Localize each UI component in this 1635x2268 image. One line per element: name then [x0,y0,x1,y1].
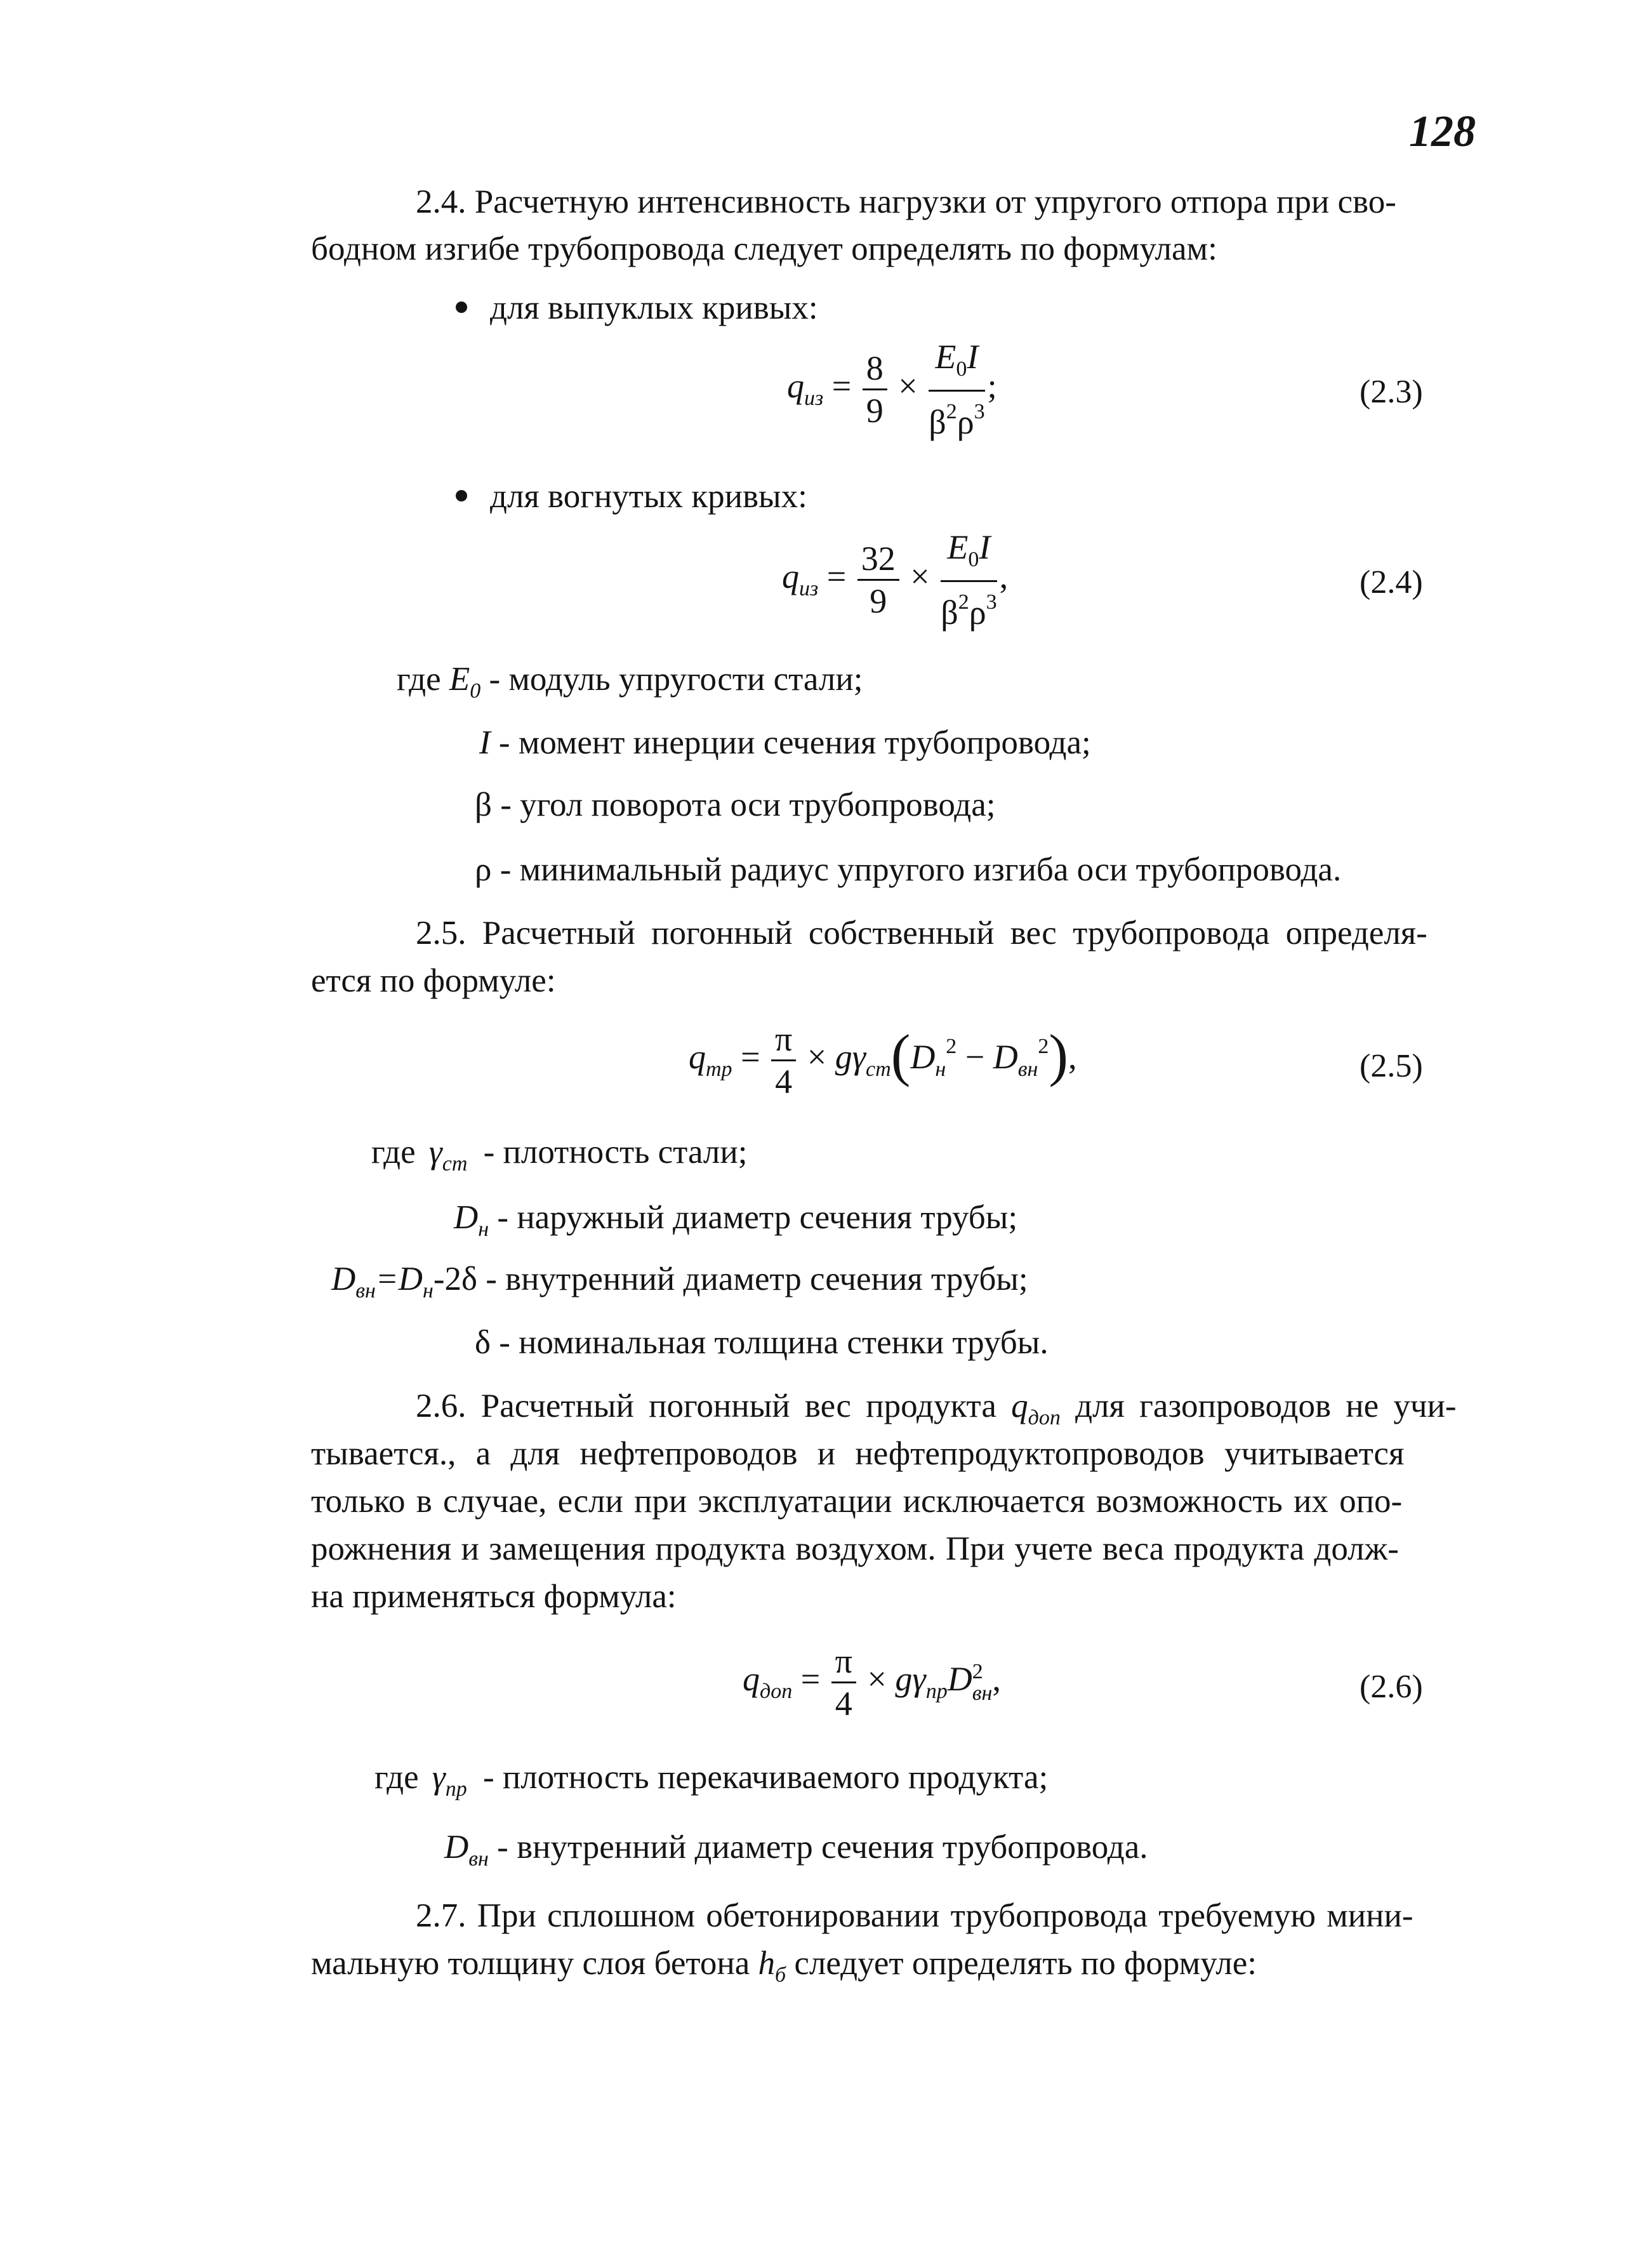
def-dash: - [499,1324,510,1361]
eq24-i: I [979,528,991,566]
def-gamma-sub: ст [442,1152,468,1176]
eq23-punct: ; [987,366,997,405]
eq26-g-sub: пр [925,1679,948,1703]
eq24-number: (2.4) [1360,564,1423,600]
def-dash: - [497,1199,509,1236]
eq23-number: (2.3) [1360,374,1423,410]
equation-2-4 [782,527,1008,633]
equation-2-3 [787,336,997,442]
eq24-punct: , [999,557,1009,595]
eq25-g-gamma: gγ [835,1037,866,1076]
def-delta [475,1323,1049,1362]
eq26-den: 4 [835,1685,852,1723]
eq25-open-paren: ( [890,1022,911,1087]
eq23-frac2 [929,336,984,442]
def-rho-text: минимальный радиус упругого изгиба оси трубопровода. [519,851,1342,888]
eq23-rho: ρ [957,403,974,441]
eq26-number: (2.6) [1360,1669,1423,1705]
p26-line1-a: 2.6. Расчетный погонный вес продукта [416,1388,996,1424]
eq26-equals: = [800,1659,821,1698]
eq26-d: D [947,1659,972,1698]
def-dvn [331,1260,1028,1303]
eq24-e: E [947,528,969,566]
eq25-punct: , [1068,1037,1077,1076]
def-dvn-sub: вн [355,1279,376,1303]
def-gamma-pr [374,1758,1048,1801]
p27-line2 [311,1944,1257,1987]
def-dash: - [500,851,512,888]
p27-sym: h [758,1945,775,1982]
def-where: где [374,1759,419,1796]
eq24-den2 [941,582,996,633]
def-dvn-sym: D [331,1261,356,1297]
eq25-d1: D [910,1037,936,1076]
def-beta-sym: β [475,786,492,823]
def-delta-text: номинальная толщина стенки трубы. [519,1324,1049,1361]
eq25-lhs-sub: тр [706,1057,732,1081]
def-dash: - [482,1759,494,1796]
eq25-number: (2.5) [1360,1048,1423,1084]
def-rho-sym: ρ [475,851,492,888]
def-gamma-pr-sub: пр [445,1777,467,1801]
eq26-times: × [867,1659,887,1698]
def-delta-sym: δ [475,1324,491,1361]
eq26-g-gamma: gγ [895,1659,926,1698]
eq23-num1: 8 [863,348,887,390]
def-rho [475,851,1341,889]
eq25-equals: = [741,1037,760,1076]
p26-line1-b: для газопроводов не учи- [1075,1388,1457,1424]
p26-line4: рожнения и замещения продукта воздухом. При учете веса продукта долж- [311,1530,1399,1567]
def-gamma-pr-sym: γ [432,1759,446,1796]
def-i-sym: I [479,724,491,761]
bullet-dot-icon [456,302,467,313]
p25-line1: 2.5. Расчетный погонный собственный вес трубопровода определя- [416,915,1427,952]
bullet-convex-label: для выпуклых кривых: [490,289,818,326]
eq26-num: π [831,1641,856,1683]
eq23-lhs-sub: из [804,386,824,410]
bullet-convex [456,289,818,327]
def-e0 [397,660,863,703]
eq26-punct: , [992,1659,1001,1698]
eq25-num: π [771,1019,796,1061]
eq25-d1-sub: н [935,1057,946,1081]
eq25-den: 4 [775,1063,793,1101]
eq24-frac1 [857,538,899,621]
eq26-lhs: q [743,1659,760,1698]
def-dvn-eq: =D [375,1261,423,1297]
eq25-g-sub: ст [866,1057,891,1081]
eq25-d1-sup: 2 [946,1034,957,1058]
def-dvn-mid-sub: н [422,1279,434,1303]
eq25-minus: − [965,1037,985,1076]
def-gamma-st [371,1133,747,1176]
eq25-times: × [807,1037,827,1076]
eq23-e-sub: 0 [956,357,967,381]
p26-line5: на применяться формула: [311,1578,677,1615]
eq24-frac2 [941,527,996,633]
eq25-d2: D [993,1037,1018,1076]
p27-line2-a: мальную толщину слоя бетона [311,1945,750,1982]
eq23-beta: β [929,403,946,441]
eq23-rho-sup: 3 [974,400,985,423]
def-e0-sub: 0 [470,679,481,703]
p26-sym: q [1011,1388,1028,1424]
def-e0-sym: E [449,661,470,698]
def-i-text: момент инерции сечения трубопровода; [518,724,1091,761]
eq23-lhs: q [787,366,804,405]
def-dvn2-sym: D [444,1829,469,1866]
def-dash: - [497,1829,508,1866]
eq25-d2-sub: вн [1017,1057,1038,1081]
def-dvn-tail: -2δ [433,1261,477,1297]
eq25-lhs: q [689,1037,706,1076]
eq23-den1: 9 [866,392,884,430]
p26-line1 [416,1387,1457,1430]
eq24-rho: ρ [969,594,986,632]
eq24-num2 [941,527,996,582]
def-dn-text: наружный диаметр сечения трубы; [517,1199,1018,1236]
eq23-den2 [929,392,984,442]
def-gamma-text: плотность стали; [503,1134,748,1170]
eq24-lhs: q [782,557,799,595]
def-dn-sub: н [478,1217,489,1241]
p25-line2: ется по формуле: [311,962,556,999]
def-where: где [397,661,441,698]
def-where: где [371,1134,416,1170]
page-number: 128 [1409,107,1476,156]
eq24-den1: 9 [870,582,887,620]
p27-sym-sub: б [774,1963,786,1987]
def-dn-sym: D [454,1199,479,1236]
eq25-d2-sup: 2 [1038,1034,1049,1058]
def-dvn-text: внутренний диаметр сечения трубы; [505,1261,1028,1297]
def-gamma-sym: γ [428,1134,442,1170]
eq23-num2 [929,336,984,392]
p26-sym-sub: доп [1028,1406,1061,1429]
eq24-num1: 32 [857,538,899,581]
eq23-times: × [898,366,918,405]
eq26-frac [831,1641,856,1724]
eq24-rho-sup: 3 [986,590,997,614]
p26-line2: тывается., а для нефтепроводов и нефтепродуктопроводов учитывается [311,1435,1405,1472]
def-dash: - [489,661,501,698]
eq26-d-sup: 2 [972,1659,983,1683]
equation-2-5 [689,1019,1076,1102]
eq24-equals: = [826,557,847,595]
eq26-d-scripts [972,1661,993,1704]
def-dash: - [483,1134,495,1170]
def-dash: - [498,724,510,761]
bullet-concave [456,477,807,515]
def-beta-text: угол поворота оси трубопровода; [520,786,996,823]
eq26-d-sub: вн [972,1681,993,1705]
def-dash: - [500,786,512,823]
eq26-lhs-sub: доп [760,1679,793,1703]
eq23-equals: = [831,366,852,405]
bullet-concave-label: для вогнутых кривых: [490,478,807,515]
eq25-close-paren: ) [1049,1022,1068,1087]
def-dvn2-text: внутренний диаметр сечения трубопровода. [517,1829,1148,1866]
p27-line1: 2.7. При сплошном обетонировании трубопровода требуемую мини- [416,1897,1413,1934]
def-dash: - [486,1261,497,1297]
def-beta [475,786,996,824]
eq24-e-sub: 0 [968,548,979,571]
def-e0-text: модуль упругости стали; [508,661,863,698]
def-dvn2-sub: вн [468,1847,489,1871]
p24-line1: 2.4. Расчетную интенсивность нагрузки от упругого отпора при сво- [416,183,1396,220]
p24-line2: бодном изгибе трубопровода следует определять по формулам: [311,230,1217,267]
def-dn [454,1198,1017,1242]
p26-line3: только в случае, если при эксплуатации исключается возможность их опо- [311,1483,1403,1520]
def-dvn2 [444,1828,1148,1871]
eq23-e: E [935,338,957,376]
eq24-lhs-sub: из [799,576,819,600]
eq24-beta: β [941,594,958,632]
eq23-beta-sup: 2 [946,400,957,423]
eq23-i: I [967,338,979,376]
eq24-times: × [910,557,930,595]
equation-2-6 [743,1641,1001,1724]
eq23-frac1 [863,348,887,431]
def-gamma-pr-text: плотность перекачиваемого продукта; [502,1759,1049,1796]
eq25-frac [771,1019,796,1102]
bullet-dot-icon [456,490,467,501]
eq24-beta-sup: 2 [958,590,969,614]
p27-line2-b: следует определять по формуле: [794,1945,1257,1982]
def-i [479,724,1091,762]
